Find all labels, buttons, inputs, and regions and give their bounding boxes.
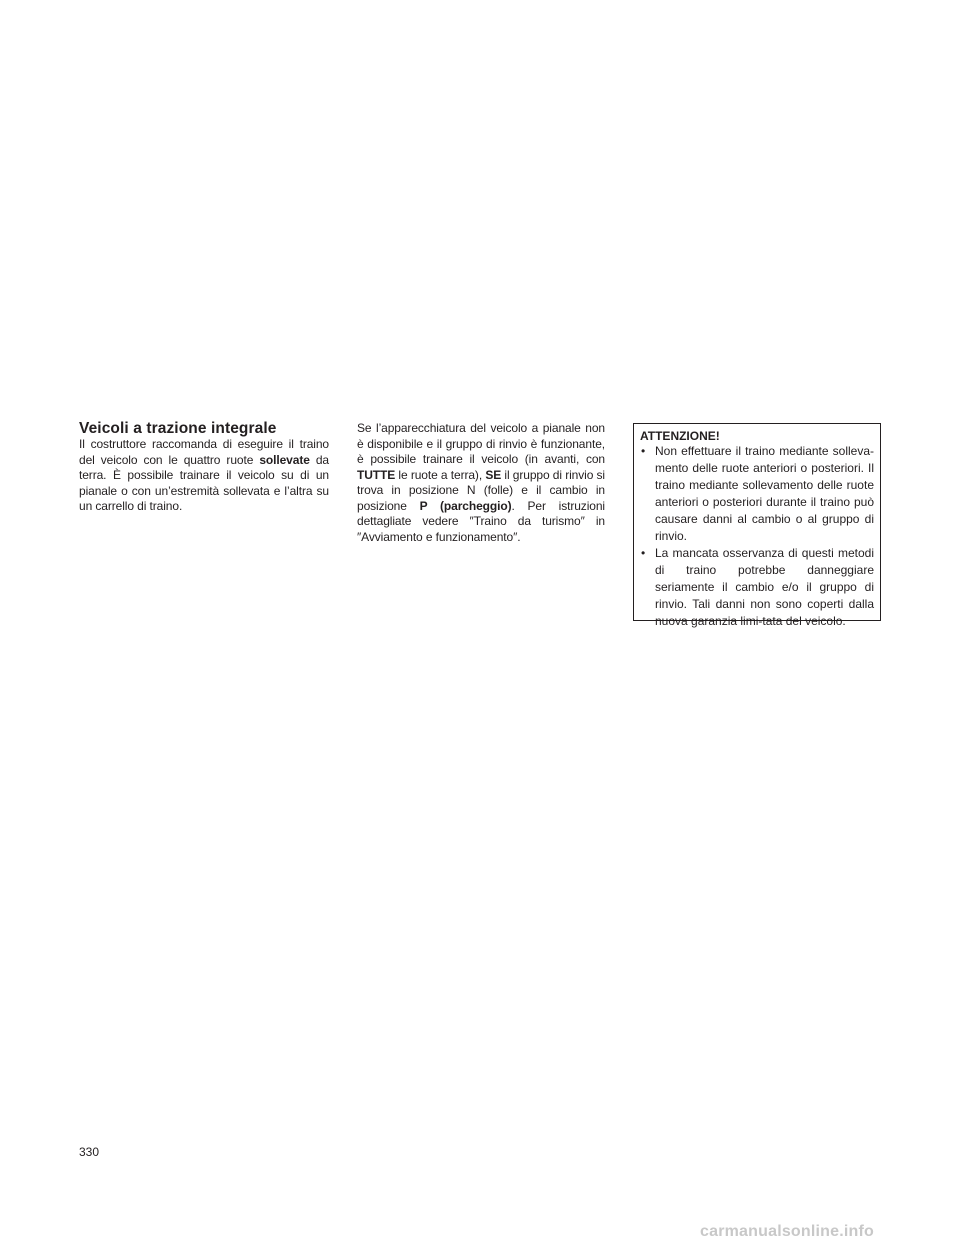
- middle-column: [357, 421, 605, 545]
- bullet-icon: •: [641, 546, 646, 560]
- warning-item: [640, 443, 874, 545]
- warning-item-text: La mancata osservanza di questi metodi di traino potrebbe danneggiare seriamente il cambio e/o il gruppo di rinvio. Tali danni non sono coperti dalla nuova garanzia limi-tata del veicolo.: [655, 546, 874, 628]
- bold-parcheggio: P (parcheggio): [419, 498, 512, 513]
- warning-box: [633, 423, 881, 628]
- watermark: carmanualsonline.info: [700, 1223, 875, 1240]
- page-number: 330: [79, 1145, 100, 1159]
- bold-tutte: TUTTE: [357, 467, 396, 482]
- bold-sollevate: sollevate: [259, 452, 310, 467]
- warning-item-text: Non effettuare il traino mediante solleva-mento delle ruote anteriori o posteriori. Il traino mediante sollevamento delle ruote anteriori o posteriori durante il traino può causare danni al cambio o al gruppo di rinvio.: [655, 444, 874, 543]
- warning-title: ATTENZIONE!: [640, 429, 720, 443]
- paragraph-flatbed-alternative: Se l’apparecchiatura del veicolo a pianale non è disponibile e il gruppo di rinvio è funzionante, è possibile trainare il veicolo (in avanti, con TUTTE le ruote a terra), SE il gruppo di rinvio si trova in posizione N (folle) e il cambio in posizione P (parcheggio). Per istruzioni dettagliate vedere ″Traino da turismo″ in ″Avviamento e funzionamento″.: [357, 421, 605, 544]
- warning-item: [640, 545, 874, 630]
- section-title: Veicoli a trazione integrale: [79, 420, 277, 437]
- paragraph-towing-recommendation: Il costruttore raccomanda di eseguire il traino del veicolo con le quattro ruote sollevate da terra. È possibile trainare il veicolo su di un pianale o con un’estremità sollevata e l’altra su un carrello di traino.: [79, 437, 329, 513]
- bullet-icon: •: [641, 444, 646, 458]
- warning-list: [640, 443, 874, 630]
- left-column: [79, 420, 329, 515]
- bold-se: SE: [485, 467, 502, 482]
